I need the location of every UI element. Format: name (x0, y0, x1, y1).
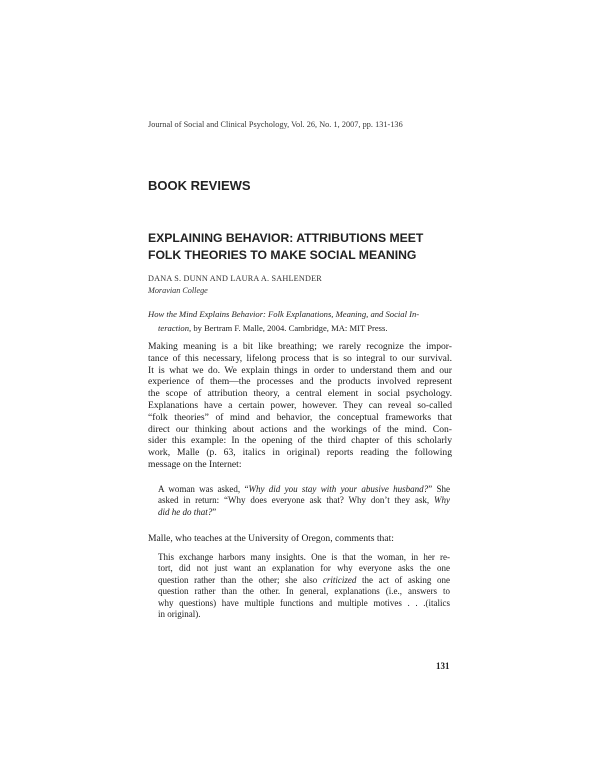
article-title-line-1: EXPLAINING BEHAVIOR: ATTRIBUTIONS MEET (148, 231, 424, 245)
quote2-text: the act of asking one (356, 574, 450, 585)
book-title-part-1: How the Mind Explains Behavior: Folk Explanations, Meaning, and Social In- (148, 309, 420, 319)
article-authors: DANA S. DUNN AND LAURA A. SAHLENDER (148, 274, 322, 283)
paragraph-line: experience of them—the processes and the products involved represent (148, 376, 452, 388)
paragraph-line: Malle, who teaches at the University of Oregon, comments that: (148, 533, 394, 544)
block-quote-1 (158, 484, 450, 518)
paragraph-line: sider this example: In the opening of the third chapter of this scholarly (148, 435, 452, 447)
quote1-italic: Why did you stay with your abusive husband? (248, 484, 429, 494)
paragraph-line: direct our thinking about actions and the workings of the mind. Con- (148, 423, 452, 435)
quote2-text: question rather than the other; she also (158, 574, 323, 585)
quote1-italic: did he do that? (158, 506, 213, 517)
paragraph-line: work, Malle (p. 63, italics in original) reports reading the following (148, 447, 452, 459)
quote1-text: ” She (428, 484, 450, 494)
paragraph-2 (148, 533, 452, 545)
page-number: 131 (436, 661, 450, 671)
paragraph-line: the scope of attribution theory, a central element in social psychology. (148, 388, 452, 400)
quote2-italic: criticized (322, 574, 357, 585)
journal-citation: Journal of Social and Clinical Psychology, Vol. 26, No. 1, 2007, pp. 131-136 (148, 120, 403, 129)
quote1-italic: Why (434, 495, 450, 506)
block-quote-2 (158, 552, 450, 620)
section-title: BOOK REVIEWS (148, 178, 251, 193)
quote2-line: tort, did not just want an explanation for why everyone asks the one (158, 563, 450, 574)
paragraph-line: message on the Internet: (148, 458, 242, 470)
book-details: , by Bertram F. Malle, 2004. Cambridge, MA: MIT Press. (189, 323, 388, 333)
author-affiliation: Moravian College (148, 286, 208, 295)
quote2-line: in original). (158, 609, 201, 620)
paragraph-1 (148, 341, 452, 471)
quote2-line: This exchange harbors many insights. One is that the woman, in her re- (158, 552, 450, 562)
paragraph-line: tance of this necessary, lifelong process that is so integral to our survival. (148, 352, 452, 364)
paragraph-line: Making meaning is a bit like breathing; we rarely recognize the impor- (148, 341, 452, 352)
paragraph-line: “folk theories” of mind and behavior, the conceptual frameworks that (148, 411, 452, 423)
article-title-line-2: FOLK THEORIES TO MAKE SOCIAL MEANING (148, 248, 417, 262)
quote1-text: ” (212, 506, 217, 517)
book-reference (148, 307, 448, 335)
quote1-text: A woman was asked, “ (158, 484, 249, 494)
paragraph-line: Explanations have a certain power, however. They can reveal so-called (148, 399, 452, 411)
quote2-line: why questions) have multiple functions and multiple motives . . .(italics (158, 597, 450, 608)
quote1-text: asked in return: “Why does everyone ask that? Why don’t they ask, (158, 495, 434, 506)
quote2-line: question rather than the other. In general, explanations (i.e., answers to (158, 586, 450, 597)
paragraph-line: It is what we do. We explain things in order to understand them and our (148, 364, 452, 376)
article-title (148, 230, 468, 264)
book-title-part-2: teraction (158, 323, 190, 333)
